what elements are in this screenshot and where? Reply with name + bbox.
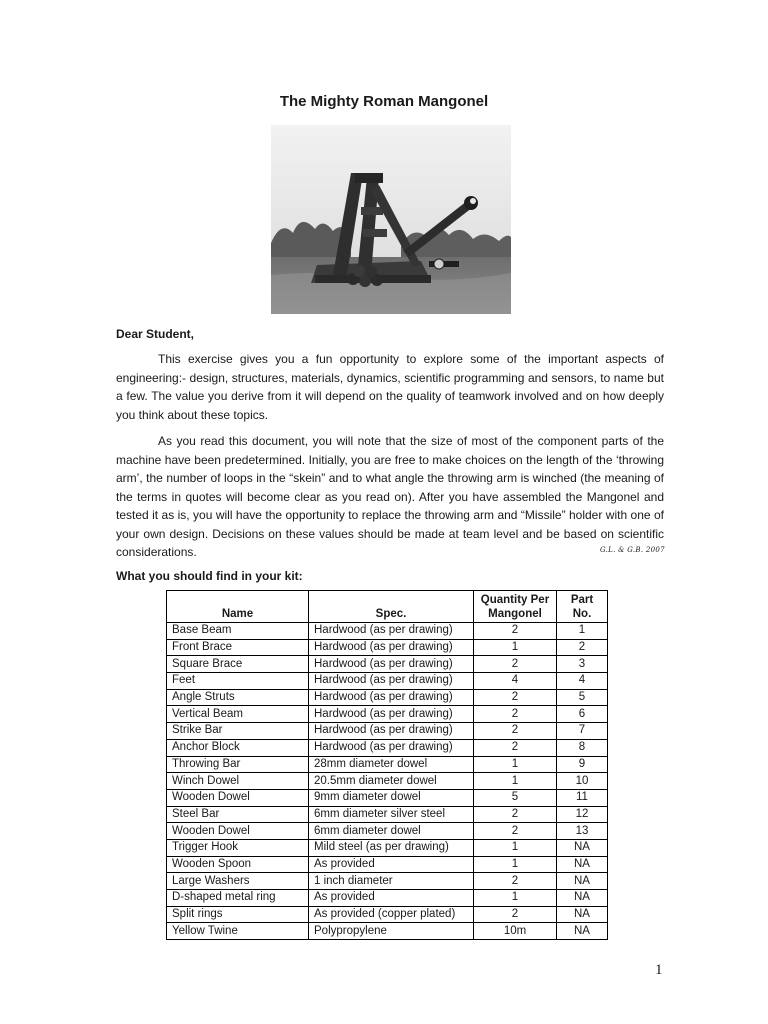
cell-name: Trigger Hook xyxy=(167,839,309,856)
cell-part-number: 5 xyxy=(557,689,608,706)
cell-part-number: NA xyxy=(557,923,608,940)
salutation: Dear Student, xyxy=(116,327,195,341)
cell-part-number: 6 xyxy=(557,706,608,723)
table-row xyxy=(167,723,608,740)
cell-name: Winch Dowel xyxy=(167,773,309,790)
cell-part-number: 3 xyxy=(557,656,608,673)
cell-part-number: 1 xyxy=(557,623,608,640)
cell-part-number: 12 xyxy=(557,806,608,823)
cell-quantity: 2 xyxy=(474,706,557,723)
table-row xyxy=(167,756,608,773)
cell-name: Wooden Dowel xyxy=(167,789,309,806)
cell-name: Anchor Block xyxy=(167,739,309,756)
cell-name: Steel Bar xyxy=(167,806,309,823)
cell-name: Vertical Beam xyxy=(167,706,309,723)
cell-quantity: 2 xyxy=(474,806,557,823)
cell-quantity: 4 xyxy=(474,673,557,690)
cell-part-number: 7 xyxy=(557,723,608,740)
table-row xyxy=(167,689,608,706)
cell-name: Wooden Dowel xyxy=(167,823,309,840)
kit-table-body xyxy=(167,623,608,940)
cell-quantity: 2 xyxy=(474,739,557,756)
cell-name: Strike Bar xyxy=(167,723,309,740)
cell-spec: 9mm diameter dowel xyxy=(309,789,474,806)
cell-quantity: 2 xyxy=(474,906,557,923)
table-row xyxy=(167,873,608,890)
cell-spec: 6mm diameter dowel xyxy=(309,823,474,840)
cell-part-number: 8 xyxy=(557,739,608,756)
intro-paragraph xyxy=(116,350,664,424)
table-row xyxy=(167,739,608,756)
table-row xyxy=(167,706,608,723)
header-spec: Spec. xyxy=(309,591,474,623)
page-title: The Mighty Roman Mangonel xyxy=(279,93,489,110)
cell-quantity: 2 xyxy=(474,623,557,640)
cell-name: Front Brace xyxy=(167,639,309,656)
kit-heading: What you should find in your kit: xyxy=(116,569,303,583)
cell-name: D-shaped metal ring xyxy=(167,890,309,907)
cell-quantity: 1 xyxy=(474,773,557,790)
cell-quantity: 1 xyxy=(474,639,557,656)
cell-spec: 28mm diameter dowel xyxy=(309,756,474,773)
cell-spec: Hardwood (as per drawing) xyxy=(309,689,474,706)
cell-name: Angle Struts xyxy=(167,689,309,706)
cell-part-number: NA xyxy=(557,906,608,923)
cell-name: Feet xyxy=(167,673,309,690)
kit-table-header-row xyxy=(167,591,608,623)
cell-part-number: 9 xyxy=(557,756,608,773)
intro-paragraph-text: This exercise gives you a fun opportunity to explore some of the important aspects of engineering:- design, structures, materials, dynamics, scientific programming and sensors, to name but a few. The value you derive from it will depend on the quality of teamwork involved and on how deeply you think about these topics. xyxy=(116,352,664,422)
cell-part-number: 11 xyxy=(557,789,608,806)
cell-spec: Hardwood (as per drawing) xyxy=(309,623,474,640)
cell-quantity: 1 xyxy=(474,890,557,907)
header-name: Name xyxy=(167,591,309,623)
cell-name: Square Brace xyxy=(167,656,309,673)
header-part-number: Part No. xyxy=(557,591,608,623)
kit-table xyxy=(166,590,608,940)
cell-quantity: 2 xyxy=(474,656,557,673)
cell-spec: 6mm diameter silver steel xyxy=(309,806,474,823)
page-number: 1 xyxy=(655,962,663,978)
table-row xyxy=(167,839,608,856)
cell-part-number: NA xyxy=(557,839,608,856)
cell-quantity: 5 xyxy=(474,789,557,806)
header-quantity: Quantity Per Mangonel xyxy=(474,591,557,623)
cell-name: Base Beam xyxy=(167,623,309,640)
cell-part-number: NA xyxy=(557,873,608,890)
cell-part-number: 13 xyxy=(557,823,608,840)
cell-quantity: 2 xyxy=(474,689,557,706)
table-row xyxy=(167,773,608,790)
table-row xyxy=(167,656,608,673)
cell-quantity: 1 xyxy=(474,756,557,773)
table-row xyxy=(167,856,608,873)
cell-spec: 20.5mm diameter dowel xyxy=(309,773,474,790)
cell-spec: Polypropylene xyxy=(309,923,474,940)
table-row xyxy=(167,789,608,806)
table-row xyxy=(167,906,608,923)
cell-name: Split rings xyxy=(167,906,309,923)
cell-quantity: 10m xyxy=(474,923,557,940)
cell-spec: As provided xyxy=(309,856,474,873)
cell-spec: Hardwood (as per drawing) xyxy=(309,706,474,723)
instructions-paragraph-text: As you read this document, you will note that the size of most of the component parts of the machine have been predetermined. Initially, you are free to make choices on the length of the ‘throwing arm’, the number of loops in the “skein” and to what angle the throwing arm is winched (the meaning of the terms in quotes will become clear as you read on). After you have assembled the Mangonel and tested it as is, you will have the opportunity to replace the throwing arm and “Missile” holder with one of your own design. Decisions on these values should be made at team level and be based on scientific considerations. xyxy=(116,434,664,559)
cell-name: Wooden Spoon xyxy=(167,856,309,873)
cell-name: Throwing Bar xyxy=(167,756,309,773)
table-row xyxy=(167,923,608,940)
cell-spec: Hardwood (as per drawing) xyxy=(309,639,474,656)
cell-part-number: NA xyxy=(557,856,608,873)
cell-quantity: 2 xyxy=(474,823,557,840)
cell-spec: Hardwood (as per drawing) xyxy=(309,723,474,740)
cell-part-number: NA xyxy=(557,890,608,907)
table-row xyxy=(167,890,608,907)
cell-spec: Hardwood (as per drawing) xyxy=(309,673,474,690)
cell-quantity: 1 xyxy=(474,856,557,873)
author-signature: G.L. & G.B. 2007 xyxy=(600,546,665,554)
cell-spec: Hardwood (as per drawing) xyxy=(309,739,474,756)
table-row xyxy=(167,823,608,840)
table-row xyxy=(167,639,608,656)
cell-quantity: 2 xyxy=(474,723,557,740)
cell-quantity: 1 xyxy=(474,839,557,856)
cell-spec: Hardwood (as per drawing) xyxy=(309,656,474,673)
cell-spec: 1 inch diameter xyxy=(309,873,474,890)
cell-part-number: 2 xyxy=(557,639,608,656)
cell-name: Yellow Twine xyxy=(167,923,309,940)
mangonel-photo xyxy=(271,125,511,314)
table-row xyxy=(167,806,608,823)
cell-spec: As provided (copper plated) xyxy=(309,906,474,923)
cell-spec: Mild steel (as per drawing) xyxy=(309,839,474,856)
table-row xyxy=(167,673,608,690)
cell-name: Large Washers xyxy=(167,873,309,890)
table-row xyxy=(167,623,608,640)
cell-quantity: 2 xyxy=(474,873,557,890)
cell-part-number: 10 xyxy=(557,773,608,790)
instructions-paragraph xyxy=(116,432,664,562)
cell-spec: As provided xyxy=(309,890,474,907)
cell-part-number: 4 xyxy=(557,673,608,690)
